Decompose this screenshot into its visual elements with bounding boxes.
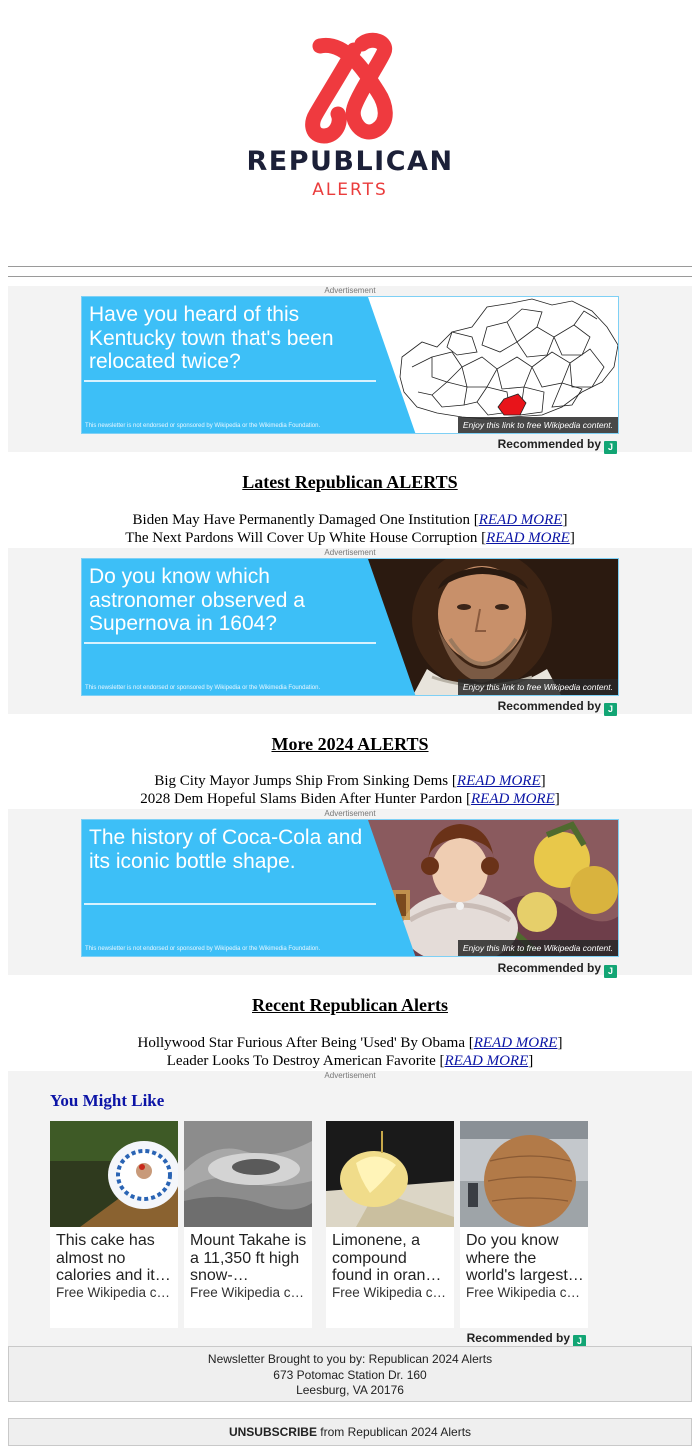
headline-text: Biden May Have Permanently Damaged One Institution [132, 512, 470, 528]
read-more-link[interactable]: READ MORE [478, 512, 563, 528]
recommender-logo-icon: J [604, 441, 617, 454]
brand-subname: ALERTS [312, 180, 388, 200]
tile-source: Free Wikipedia c… [56, 1285, 171, 1300]
brand-mark-icon [298, 30, 402, 150]
read-more-link[interactable]: READ MORE [473, 1035, 558, 1051]
recommendation-tile[interactable] [460, 1121, 588, 1328]
ad-headline: The history of Coca-Cola and its iconic bottle shape. [89, 826, 363, 873]
divider [8, 266, 692, 267]
unsubscribe-strong: UNSUBSCRIBE [228, 1425, 317, 1439]
recommended-label: Recommended by [497, 961, 601, 975]
ad-label: Advertisement [324, 809, 376, 818]
recommender-logo-icon: J [573, 1335, 586, 1348]
section-title: Recent Republican Alerts [252, 995, 448, 1015]
mountain-aerial-image [184, 1121, 312, 1227]
ad-headline: Have you heard of this Kentucky town that's been relocated twice? [89, 303, 334, 373]
tile-text: Mount Takahe is a 11,350 ft high snow-… [190, 1232, 307, 1284]
unsubscribe-rest: from Republican 2024 Alerts [316, 1425, 472, 1439]
divider [8, 276, 692, 277]
headline-text: Hollywood Star Furious After Being 'Used' By Obama [137, 1035, 465, 1051]
headline-item: Big City Mayor Jumps Ship From Sinking Dems [READ MORE] [154, 773, 546, 789]
section-title: Latest Republican ALERTS [242, 472, 458, 492]
ad-card[interactable] [81, 819, 619, 957]
ad-disclaimer: This newsletter is not endorsed or sponsored by Wikipedia or the Wikimedia Foundation. [85, 685, 321, 691]
recommended-label: Recommended by [466, 1331, 570, 1345]
unsubscribe-link[interactable] [8, 1418, 692, 1446]
ad-caption: Enjoy this link to free Wikipedia content. [458, 940, 618, 956]
recommender-logo-icon: J [604, 703, 617, 716]
headline-text: Big City Mayor Jumps Ship From Sinking Dems [154, 773, 449, 789]
brand-logo[interactable] [0, 0, 700, 260]
recommendation-tile[interactable] [50, 1121, 178, 1328]
section-title: More 2024 ALERTS [271, 734, 429, 754]
tile-text: This cake has almost no calories and it… [56, 1232, 171, 1284]
ad-band [8, 809, 692, 975]
ad-caption: Enjoy this link to free Wikipedia content. [458, 679, 618, 695]
ad-headline: Do you know which astronomer observed a Supernova in 1604? [89, 565, 305, 635]
recommended-by[interactable] [498, 437, 617, 454]
ad-divider [84, 903, 376, 905]
plate-dessert-image [50, 1121, 178, 1227]
recommended-by[interactable] [498, 699, 617, 716]
read-more-link[interactable]: READ MORE [486, 530, 570, 546]
tile-source: Free Wikipedia c… [190, 1285, 305, 1300]
recommender-logo-icon: J [604, 965, 617, 978]
ad-band [8, 548, 692, 714]
recommended-label: Recommended by [497, 699, 601, 713]
ad-card[interactable] [81, 558, 619, 696]
recommended-label: Recommended by [497, 437, 601, 451]
headline-item: Leader Looks To Destroy American Favorite [READ MORE] [166, 1053, 534, 1069]
read-more-link[interactable]: READ MORE [456, 773, 541, 789]
headline-item: 2028 Dem Hopeful Slams Biden After Hunter Pardon [READ MORE] [140, 791, 560, 807]
headline-text: 2028 Dem Hopeful Slams Biden After Hunter Pardon [140, 791, 463, 807]
newsletter-footer [8, 1346, 692, 1402]
headline-item: Biden May Have Permanently Damaged One Institution [READ MORE] [132, 512, 568, 528]
footer-sponsor: Newsletter Brought to you by: Republican 2024 Alerts [207, 1352, 493, 1366]
recommended-by[interactable] [498, 961, 617, 978]
tile-text: Limonene, a compound found in oran… [332, 1232, 442, 1284]
headline-text: Leader Looks To Destroy American Favorite [166, 1053, 436, 1069]
ad-card[interactable] [81, 296, 619, 434]
kentucky-county-map [392, 297, 619, 434]
read-more-link[interactable]: READ MORE [444, 1053, 529, 1069]
tile-source: Free Wikipedia c… [332, 1285, 447, 1300]
headline-item: Hollywood Star Furious After Being 'Used' By Obama [READ MORE] [137, 1035, 563, 1051]
tile-text: Do you know where the world's largest… [466, 1232, 584, 1284]
ad-band [8, 286, 692, 452]
footer-address-city: Leesburg, VA 20176 [296, 1383, 404, 1397]
read-more-link[interactable]: READ MORE [471, 791, 555, 807]
tile-source: Free Wikipedia c… [466, 1285, 581, 1300]
ad-disclaimer: This newsletter is not endorsed or sponsored by Wikipedia or the Wikimedia Foundation. [85, 423, 321, 429]
ad-caption: Enjoy this link to free Wikipedia content. [458, 417, 618, 433]
headline-item: The Next Pardons Will Cover Up White House Corruption [READ MORE] [125, 530, 575, 546]
giant-ball-image [460, 1121, 588, 1227]
you-might-like-title: You Might Like [50, 1091, 165, 1110]
ad-label: Advertisement [324, 548, 376, 557]
ad-divider [84, 380, 376, 382]
ad-divider [84, 642, 376, 644]
headline-text: The Next Pardons Will Cover Up White House Corruption [125, 530, 478, 546]
recommendation-tile[interactable] [184, 1121, 312, 1328]
brand-name: REPUBLICAN [246, 146, 454, 177]
ad-disclaimer: This newsletter is not endorsed or sponsored by Wikipedia or the Wikimedia Foundation. [85, 946, 321, 952]
footer-address-street: 673 Potomac Station Dr. 160 [273, 1367, 427, 1382]
recommendation-tile[interactable] [326, 1121, 454, 1328]
ad-label: Advertisement [324, 286, 376, 295]
ad-label: Advertisement [324, 1071, 376, 1080]
lemon-shell-image [326, 1121, 454, 1227]
